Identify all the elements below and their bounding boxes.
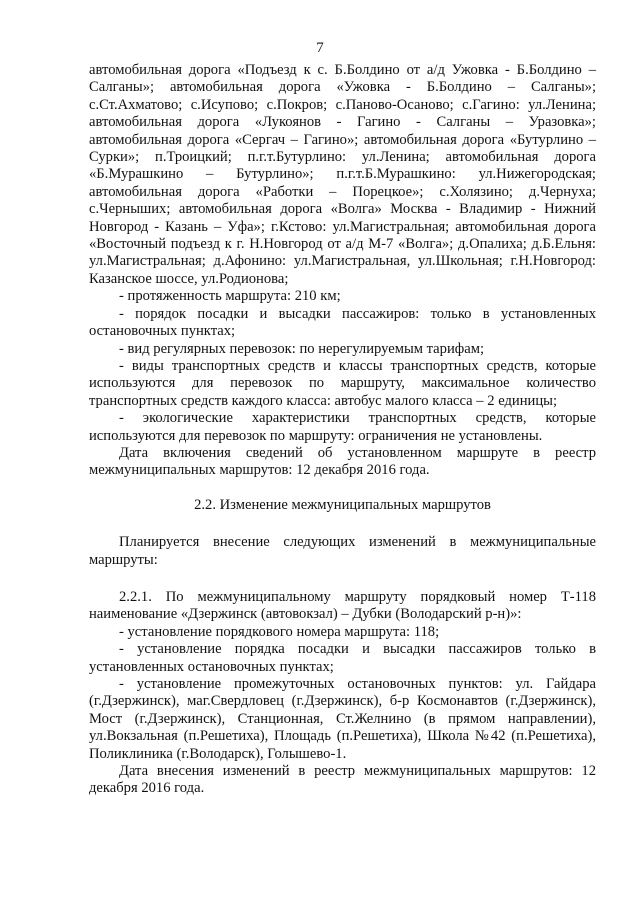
set-boarding-item: - установление порядка посадки и высадки пассажиров только в установленных остановочных пунктах; — [89, 641, 596, 675]
boarding-order-item: - порядок посадки и высадки пассажиров: только в установленных остановочных пунктах; — [89, 305, 596, 340]
transport-kind-item: - вид регулярных перевозок: по нерегулируемым тарифам; — [119, 340, 484, 357]
registry-date-paragraph: Дата включения сведений об установленном маршруте в реестр межмуниципальных маршрутов: 12 декабря 2016 года. — [89, 444, 596, 479]
section-heading: 2.2. Изменение межмуниципальных маршрутов — [194, 496, 491, 513]
route-path-paragraph: автомобильная дорога «Подъезд к с. Б.Болдино от а/д Ужовка - Б.Болдино – Салганы»; автомобильная дорога «Ужовка - Б.Болдино – Салганы»; с.Ст.Ахматово; с.Исупово; с.Покров; с.Паново-Осаново; с.Гагино: ул.Ленина; автомобильная дорога «Лукоянов - Гагино - Салганы – Уразовка»; автомобильная дорога «Сергач – Гагино»; автомобильная дорога «Бутурлино – Сурки»; п.Троицкий; п.г.т.Бутурлино: ул.Ленина; автомобильная дорога «Б.Мурашкино – Бутурлино»; п.г.т.Б.Мурашкино: ул.Нижегородская; автомобильная дорога «Работки – Порецкое»; с.Холязино; д.Чернуха; с.Черныших; автомобильная дорога «Волга» Москва - Владимир - Нижний Новгород - Казань – Уфа»; г.Кстово: ул.Магистральная; автомобильная дорога «Восточный подъезд к г. Н.Новгород от а/д М-7 «Волга»; д.Опалиха; д.Б.Ельня: ул.Магистральная; д.Афонино: ул.Магистральная, ул.Школьная; г.Н.Новгород: Казанское шоссе, ул.Родионова; — [89, 62, 596, 287]
route-t118-paragraph: 2.2.1. По межмуниципальному маршруту порядковый номер Т-118 наименование «Дзержинск (автовокзал) – Дубки (Володарский р-н)»: — [89, 588, 596, 623]
change-date-paragraph: Дата внесения изменений в реестр межмуниципальных маршрутов: 12 декабря 2016 года. — [89, 763, 596, 797]
set-number-item: - установление порядкового номера маршрута: 118; — [119, 623, 440, 640]
set-stops-item: - установление промежуточных остановочных пунктов: ул. Гайдара (г.Дзержинск), маг.Свердловец (г.Дзержинск), б-р Космонавтов (г.Дзержинск), Мост (г.Дзержинск), Станционная, Ст.Желнино (в прямом направлении), ул.Вокзальная (п.Решетиха), Площадь (п.Решетиха), Школа №42 (п.Решетиха), Поликлиника (г.Володарск), Голышево-1. — [89, 676, 596, 762]
page-body — [89, 62, 596, 798]
ecology-item: - экологические характеристики транспортных средств, которые используются для перевозок по маршруту: ограничения не установлены. — [89, 410, 596, 444]
route-length-item: - протяженность маршрута: 210 км; — [119, 288, 341, 305]
page-number: 7 — [316, 40, 324, 56]
vehicle-classes-item: - виды транспортных средств и классы транспортных средств, которые используются для перевозок по маршруту, максимальное количество транспортных средств каждого класса: автобус малого класса – 2 единицы; — [89, 357, 596, 409]
planned-changes-paragraph: Планируется внесение следующих изменений в межмуниципальные маршруты: — [89, 534, 596, 568]
